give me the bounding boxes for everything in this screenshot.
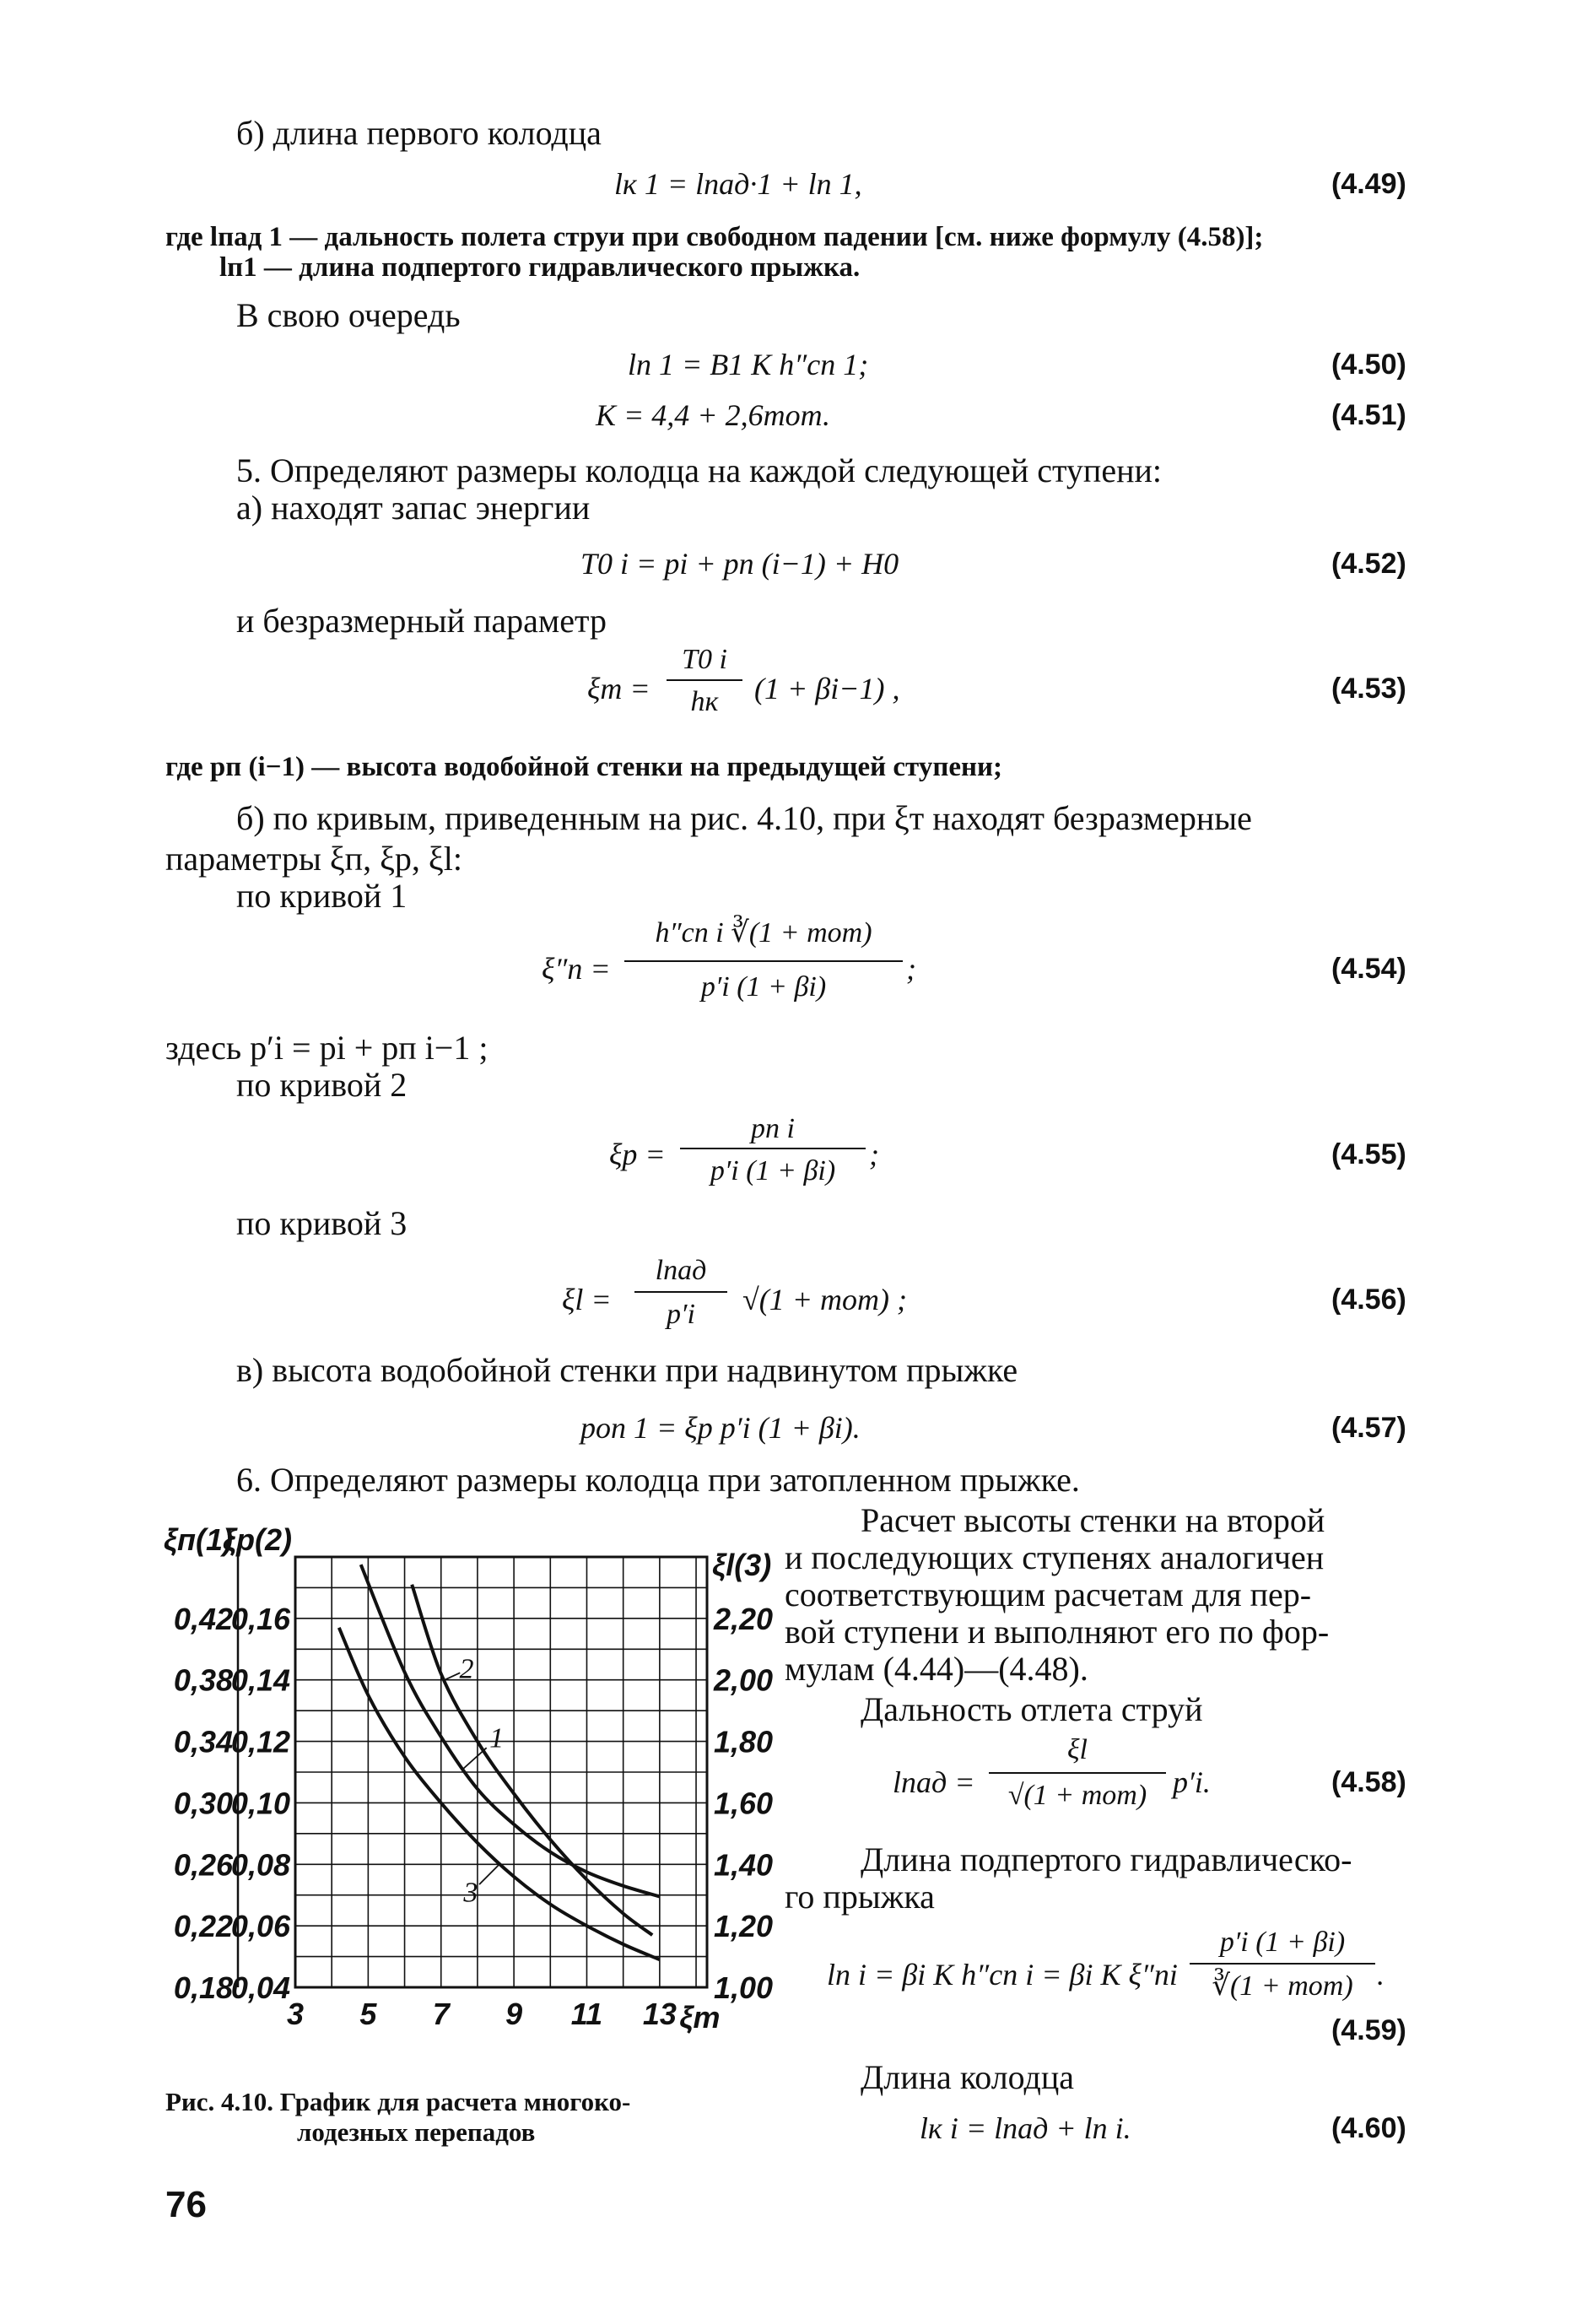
fraction-bar <box>989 1772 1166 1774</box>
fraction-numerator: lпад <box>655 1255 707 1286</box>
text-line: Дальность отлета струй <box>861 1690 1203 1728</box>
note-line: где pп (i−1) — высота водобойной стенки на предыдущей ступени; <box>165 752 1003 782</box>
y-tick-label: 0,18 <box>173 1970 233 2005</box>
formula-4-53-lhs: ξт = <box>587 672 650 705</box>
text-line: 6. Определяют размеры колодца при затопленном прыжке. <box>236 1461 1080 1499</box>
y-tick-label: 1,20 <box>714 1909 774 1944</box>
formula-4-59-lhs: lп i = βi K h″сп i = βi K ξ″пi <box>827 1958 1178 1992</box>
x-tick-label: 11 <box>570 1997 603 2031</box>
fraction-denominator: √(1 + mот) <box>1007 1780 1147 1811</box>
eq-number: (4.54) <box>1331 953 1406 985</box>
y-tick-label: 0,14 <box>230 1662 290 1698</box>
formula-4-49: lк 1 = lпад·1 + lп 1, <box>614 167 862 201</box>
fraction-denominator: p′i (1 + βi) <box>710 1155 836 1186</box>
formula-4-54-lhs: ξ″п = <box>542 952 611 986</box>
fraction-numerator: p′i (1 + βi) <box>1219 1927 1346 1958</box>
fraction-numerator: T0 i <box>682 644 727 675</box>
formula-4-51: K = 4,4 + 2,6mот. <box>596 398 831 432</box>
text-line: Расчет высоты стенки на второй <box>861 1501 1325 1539</box>
text-line: параметры ξп, ξр, ξl: <box>165 840 462 878</box>
y-tick-label: 1,40 <box>714 1847 774 1883</box>
x-axis-label: ξт <box>679 2000 721 2035</box>
text-line: здесь p′i = pi + pп i−1 ; <box>165 1029 489 1067</box>
y-tick-label: 0,10 <box>230 1786 290 1821</box>
formula-4-58-rhs: p′i. <box>1173 1765 1211 1799</box>
fraction-denominator: ∛(1 + mот) <box>1212 1970 1353 2002</box>
formula-4-57: pоп 1 = ξр p′i (1 + βi). <box>580 1411 861 1445</box>
curve-label: 2 <box>459 1653 474 1685</box>
text-line: б) длина первого колодца <box>236 114 602 152</box>
y-tick-label: 1,60 <box>714 1786 774 1821</box>
formula-4-56-lhs: ξl = <box>562 1283 612 1316</box>
y-tick-label: 0,30 <box>173 1786 233 1821</box>
fraction-bar <box>667 679 742 681</box>
text-line: по кривой 3 <box>236 1204 408 1242</box>
eq-number: (4.51) <box>1331 399 1406 431</box>
formula-4-60: lк i = lпад + lп i. <box>920 2111 1131 2145</box>
fraction-denominator: p′i (1 + βi) <box>700 971 827 1003</box>
fraction-denominator: hк <box>690 686 719 717</box>
text-line: и последующих ступенях аналогичен <box>785 1538 1325 1576</box>
text-line: Длина подпертого гидравлическо- <box>861 1840 1352 1878</box>
curve-leader-line <box>445 1673 460 1679</box>
fraction-bar <box>634 1291 727 1293</box>
figure-caption: Рис. 4.10. График для расчета многоко- <box>165 2087 631 2116</box>
text-line: а) находят запас энергии <box>236 489 591 527</box>
text-line: в) высота водобойной стенки при надвинутом прыжке <box>236 1351 1018 1389</box>
eq-number: (4.56) <box>1331 1284 1406 1316</box>
eq-number: (4.52) <box>1331 548 1406 580</box>
text-line: и безразмерный параметр <box>236 602 607 640</box>
x-tick-label: 5 <box>359 1997 377 2031</box>
y-axis-label-left-outer: ξп(1) <box>163 1522 233 1557</box>
figure-4-10-chart <box>152 1515 774 2038</box>
text-line: соответствующим расчетам для пер- <box>785 1575 1312 1613</box>
fraction-denominator: p′i <box>667 1299 695 1330</box>
fraction-numerator: h″сп i ∛(1 + mот) <box>655 917 872 949</box>
text-line: В свою очередь <box>236 296 461 334</box>
eq-number: (4.58) <box>1331 1766 1406 1798</box>
formula-4-50: lп 1 = B1 K h″сп 1; <box>628 348 869 381</box>
eq-number: (4.60) <box>1331 2112 1406 2144</box>
y-tick-label: 1,00 <box>714 1970 774 2005</box>
eq-number: (4.53) <box>1331 673 1406 705</box>
curve-1 <box>361 1565 660 1896</box>
y-axis-label-left-inner: ξр(2) <box>222 1522 292 1557</box>
eq-number: (4.49) <box>1331 168 1406 200</box>
text-line: го прыжка <box>785 1878 935 1916</box>
formula-4-58-lhs: lпад = <box>893 1765 975 1799</box>
fraction-numerator: pп i <box>751 1113 795 1144</box>
fraction-bar <box>680 1148 866 1149</box>
text-line: по кривой 2 <box>236 1066 408 1104</box>
note-line: lп1 — длина подпертого гидравлического прыжка. <box>219 252 861 283</box>
text-line: Длина колодца <box>861 2058 1075 2096</box>
formula-4-53-rhs: (1 + βi−1) , <box>754 672 900 705</box>
curve-leader-line <box>479 1864 499 1884</box>
fraction-bar <box>624 960 903 962</box>
fraction-bar <box>1190 1963 1375 1965</box>
y-tick-label: 2,20 <box>714 1601 774 1636</box>
eq-number: (4.59) <box>1331 2014 1406 2046</box>
text-line: мулам (4.44)—(4.48). <box>785 1650 1088 1688</box>
text-line: по кривой 1 <box>236 877 408 915</box>
formula-4-56-rhs: √(1 + mот) ; <box>742 1283 908 1316</box>
text-line: вой ступени и выполняют его по фор- <box>785 1613 1330 1651</box>
x-tick-label: 3 <box>286 1997 305 2031</box>
fraction-numerator: ξl <box>1066 1734 1088 1765</box>
eq-number: (4.50) <box>1331 349 1406 381</box>
y-tick-label: 0,42 <box>173 1601 233 1636</box>
y-axis-label-right: ξl(3) <box>712 1548 772 1582</box>
y-tick-label: 0,06 <box>230 1909 290 1944</box>
formula-4-59-end: . <box>1377 1958 1385 1992</box>
y-tick-label: 0,22 <box>173 1909 233 1944</box>
eq-number: (4.57) <box>1331 1412 1406 1444</box>
y-tick-label: 0,34 <box>173 1724 233 1759</box>
formula-4-55-lhs: ξр = <box>609 1138 666 1171</box>
figure-caption: лодезных перепадов <box>297 2117 536 2147</box>
y-tick-label: 0,04 <box>230 1970 290 2005</box>
curve-3 <box>339 1628 660 1959</box>
curve-label: 1 <box>489 1722 505 1754</box>
y-tick-label: 2,00 <box>714 1662 774 1698</box>
eq-number: (4.55) <box>1331 1138 1406 1170</box>
note-line: где lпад 1 — дальность полета струи при свободном падении [см. ниже формулу (4.58)]; <box>165 222 1264 252</box>
page-number: 76 <box>165 2184 207 2225</box>
formula-4-55-end: ; <box>869 1138 879 1171</box>
curve-label: 3 <box>463 1877 478 1909</box>
y-tick-label: 0,26 <box>173 1847 233 1883</box>
y-tick-label: 0,38 <box>173 1662 233 1698</box>
text-line: б) по кривым, приведенным на рис. 4.10, при ξт находят безразмерные <box>236 799 1252 837</box>
x-tick-label: 13 <box>642 1997 677 2031</box>
y-tick-label: 0,12 <box>230 1724 290 1759</box>
x-tick-label: 9 <box>505 1997 523 2031</box>
formula-4-52: T0 i = pi + pп (i−1) + H0 <box>580 547 899 581</box>
x-tick-label: 7 <box>432 1997 450 2031</box>
y-tick-label: 1,80 <box>714 1724 774 1759</box>
curve-leader-line <box>463 1748 487 1769</box>
formula-4-54-end: ; <box>906 952 916 986</box>
text-line: 5. Определяют размеры колодца на каждой следующей ступени: <box>236 451 1163 489</box>
y-tick-label: 0,16 <box>230 1601 290 1636</box>
y-tick-label: 0,08 <box>230 1847 290 1883</box>
